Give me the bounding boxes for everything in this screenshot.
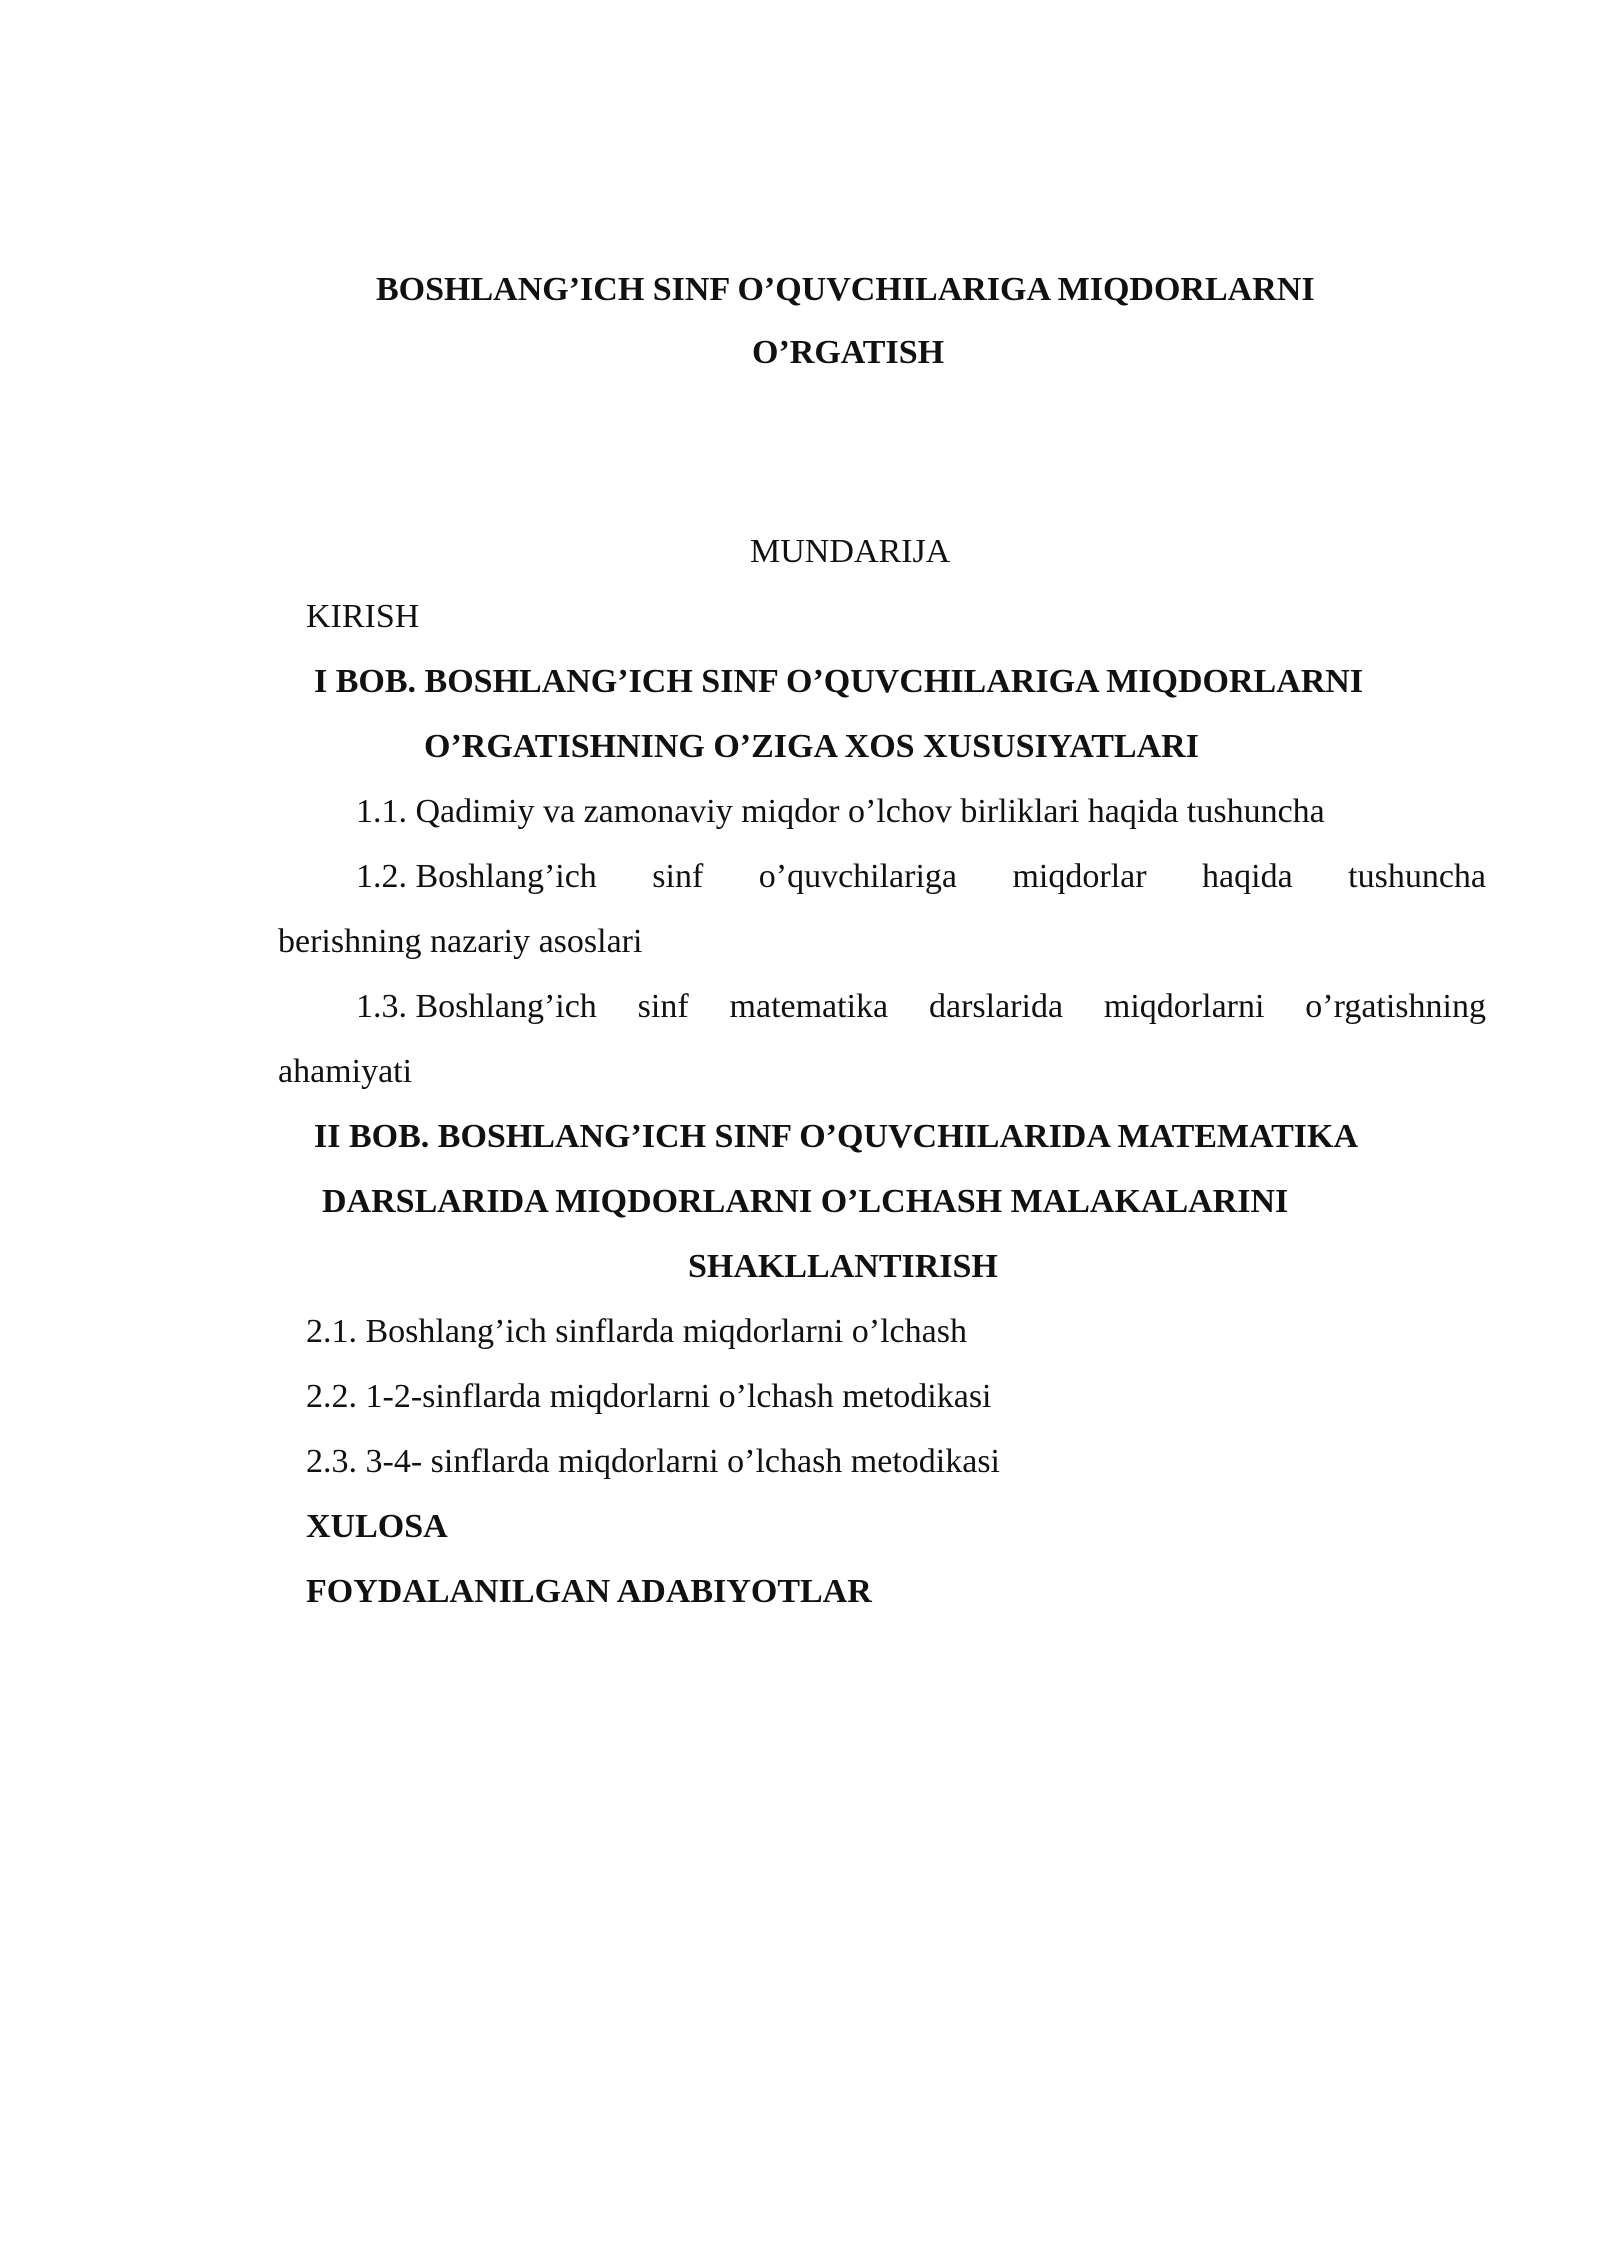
toc-chapter2-line-3: SHAKLLANTIRISH [688, 1248, 998, 1285]
toc-chapter1-line-1: I BOB. BOSHLANG’ICH SINF O’QUVCHILARIGA MIQDORLARNI [314, 663, 1364, 700]
toc-section-1-3-word: o’rgatishning [1305, 988, 1486, 1025]
document-title-line-1: BOSHLANG’ICH SINF O’QUVCHILARIGA MIQDORLARNI [376, 271, 1315, 308]
toc-section-1-3 [356, 987, 1486, 1027]
toc-section-2-3: 2.3. 3-4- sinflarda miqdorlarni o’lchash metodikasi [306, 1443, 1000, 1480]
toc-section-1-3-word: darslarida [929, 988, 1064, 1025]
toc-chapter2-line-1: II BOB. BOSHLANG’ICH SINF O’QUVCHILARIDA MATEMATIKA [314, 1118, 1359, 1155]
toc-section-1-2 [356, 857, 1486, 897]
toc-references: FOYDALANILGAN ADABIYOTLAR [306, 1573, 872, 1610]
document-title-line-2: O’RGATISH [752, 334, 945, 371]
toc-section-1-2-word: miqdorlar [1012, 858, 1147, 895]
toc-section-1-3-word: 1.3. Boshlang’ich [356, 988, 597, 1025]
toc-section-1-2-continuation: berishning nazariy asoslari [278, 923, 643, 960]
toc-chapter1-line-2: O’RGATISHNING O’ZIGA XOS XUSUSIYATLARI [424, 728, 1199, 765]
toc-section-1-3-continuation: ahamiyati [278, 1053, 413, 1090]
toc-section-1-3-word: matematika [729, 988, 889, 1025]
toc-conclusion: XULOSA [306, 1508, 448, 1545]
toc-chapter2-line-2: DARSLARIDA MIQDORLARNI O’LCHASH MALAKALARINI [322, 1183, 1289, 1220]
toc-intro: KIRISH [306, 598, 420, 635]
toc-heading: MUNDARIJA [750, 533, 951, 570]
toc-section-1-1: 1.1. Qadimiy va zamonaviy miqdor o’lchov birliklari haqida tushuncha [356, 793, 1325, 830]
toc-section-1-2-word: haqida [1202, 858, 1293, 895]
toc-section-2-2: 2.2. 1-2-sinflarda miqdorlarni o’lchash metodikasi [306, 1378, 992, 1415]
toc-section-1-2-word: sinf [652, 858, 704, 895]
toc-section-1-3-word: sinf [637, 988, 689, 1025]
toc-section-2-1: 2.1. Boshlang’ich sinflarda miqdorlarni o’lchash [306, 1313, 967, 1350]
toc-section-1-2-word: tushuncha [1348, 858, 1486, 895]
toc-section-1-2-word: 1.2. Boshlang’ich [356, 858, 597, 895]
toc-section-1-2-word: o’quvchilariga [758, 858, 958, 895]
toc-section-1-3-word: miqdorlarni [1103, 988, 1265, 1025]
